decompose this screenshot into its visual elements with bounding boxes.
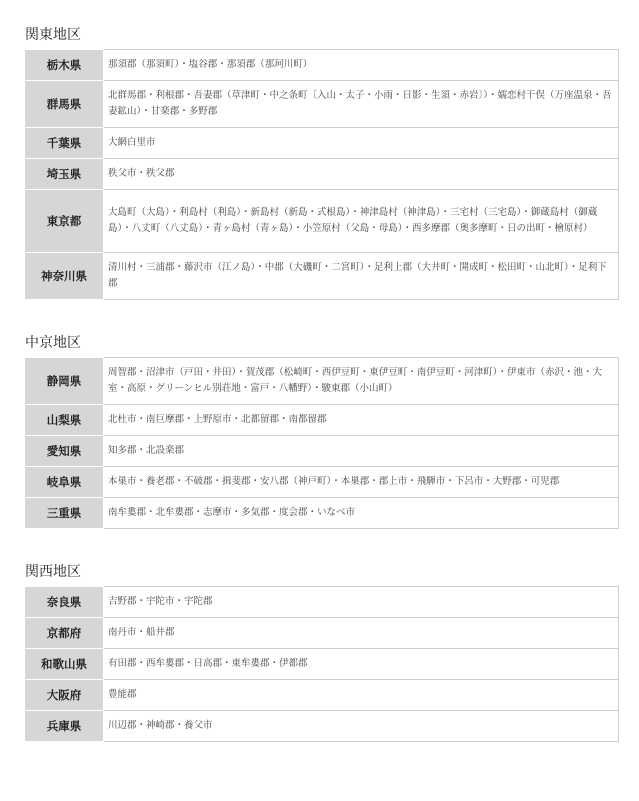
prefecture-cell: 愛知県 [25, 436, 104, 467]
area-list-cell: 本巣市・養老郡・不破郡・揖斐郡・安八郡（神戸町）・本巣郡・郡上市・飛騨市・下呂市・大野郡・可児郡 [104, 467, 619, 498]
area-table-kanto [24, 49, 619, 300]
area-list-cell: 南牟婁郡・北牟婁郡・志摩市・多気郡・度会郡・いなべ市 [104, 498, 619, 529]
table-row [25, 50, 619, 81]
region-title: 関東地区 [25, 27, 81, 43]
table-row [25, 649, 619, 680]
prefecture-cell: 大阪府 [25, 680, 104, 711]
area-list-cell: 有田郡・西牟婁郡・日高郡・東牟婁郡・伊都郡 [104, 649, 619, 680]
area-list-cell: 大島町（大島）・利島村（利島）・新島村（新島・式根島）・神津島村（神津島）・三宅村（三宅島）・御蔵島村（御蔵島）・八丈町（八丈島）・青ヶ島村（青ヶ島）・小笠原村（父島・母島）・西多摩郡（奥多摩町・日の出町・檜原村） [104, 190, 619, 253]
table-row [25, 436, 619, 467]
area-list-cell: 北群馬郡・利根郡・吾妻郡（草津町・中之条町〔入山・太子・小雨・日影・生須・赤岩〕）・嬬恋村干俣（万座温泉・吾妻鉱山）・甘楽郡・多野郡 [104, 81, 619, 128]
table-row [25, 128, 619, 159]
prefecture-cell: 栃木県 [25, 50, 104, 81]
prefecture-cell: 京都府 [25, 618, 104, 649]
prefecture-cell: 山梨県 [25, 405, 104, 436]
area-list-cell: 秩父市・秩父郡 [104, 159, 619, 190]
table-row [25, 253, 619, 300]
table-row [25, 159, 619, 190]
area-table-kansai [24, 586, 619, 742]
prefecture-cell: 静岡県 [25, 358, 104, 405]
region-kansai [24, 563, 619, 742]
area-list-cell: 南丹市・船井郡 [104, 618, 619, 649]
area-list-cell: 清川村・三浦郡・藤沢市（江ノ島）・中郡（大磯町・二宮町）・足利上郡（大井町・開成町・松田町・山北町）・足利下郡 [104, 253, 619, 300]
prefecture-cell: 千葉県 [25, 128, 104, 159]
area-list-cell: 周智郡・沼津市（戸田・井田）・賀茂郡（松崎町・西伊豆町・東伊豆町・南伊豆町・河津町）・伊東市（赤沢・池・大室・高原・グリーンヒル別荘地・富戸・八幡野）・駿東郡（小山町） [104, 358, 619, 405]
area-list-cell: 知多郡・北設楽郡 [104, 436, 619, 467]
area-list-cell: 豊能郡 [104, 680, 619, 711]
table-row [25, 587, 619, 618]
table-row [25, 190, 619, 253]
area-table-chukyo [24, 357, 619, 529]
prefecture-cell: 東京都 [25, 190, 104, 253]
table-row [25, 81, 619, 128]
table-row [25, 711, 619, 742]
area-list-cell: 大網白里市 [104, 128, 619, 159]
region-chukyo [24, 334, 619, 529]
prefecture-cell: 埼玉県 [25, 159, 104, 190]
region-title: 中京地区 [25, 335, 81, 351]
region-kanto [24, 26, 619, 300]
region-title: 関西地区 [25, 564, 81, 580]
area-list-cell: 川辺郡・神崎郡・養父市 [104, 711, 619, 742]
prefecture-cell: 和歌山県 [25, 649, 104, 680]
table-row [25, 467, 619, 498]
table-row [25, 405, 619, 436]
prefecture-cell: 岐阜県 [25, 467, 104, 498]
area-list-cell: 那須郡（那須町）・塩谷郡・那須郡（那珂川町） [104, 50, 619, 81]
prefecture-cell: 神奈川県 [25, 253, 104, 300]
area-list-cell: 北杜市・南巨摩郡・上野原市・北都留郡・南都留郡 [104, 405, 619, 436]
table-row [25, 498, 619, 529]
table-row [25, 680, 619, 711]
prefecture-cell: 奈良県 [25, 587, 104, 618]
table-row [25, 618, 619, 649]
prefecture-cell: 兵庫県 [25, 711, 104, 742]
area-list-cell: 吉野郡・宇陀市・宇陀郡 [104, 587, 619, 618]
prefecture-cell: 三重県 [25, 498, 104, 529]
prefecture-cell: 群馬県 [25, 81, 104, 128]
table-row [25, 358, 619, 405]
